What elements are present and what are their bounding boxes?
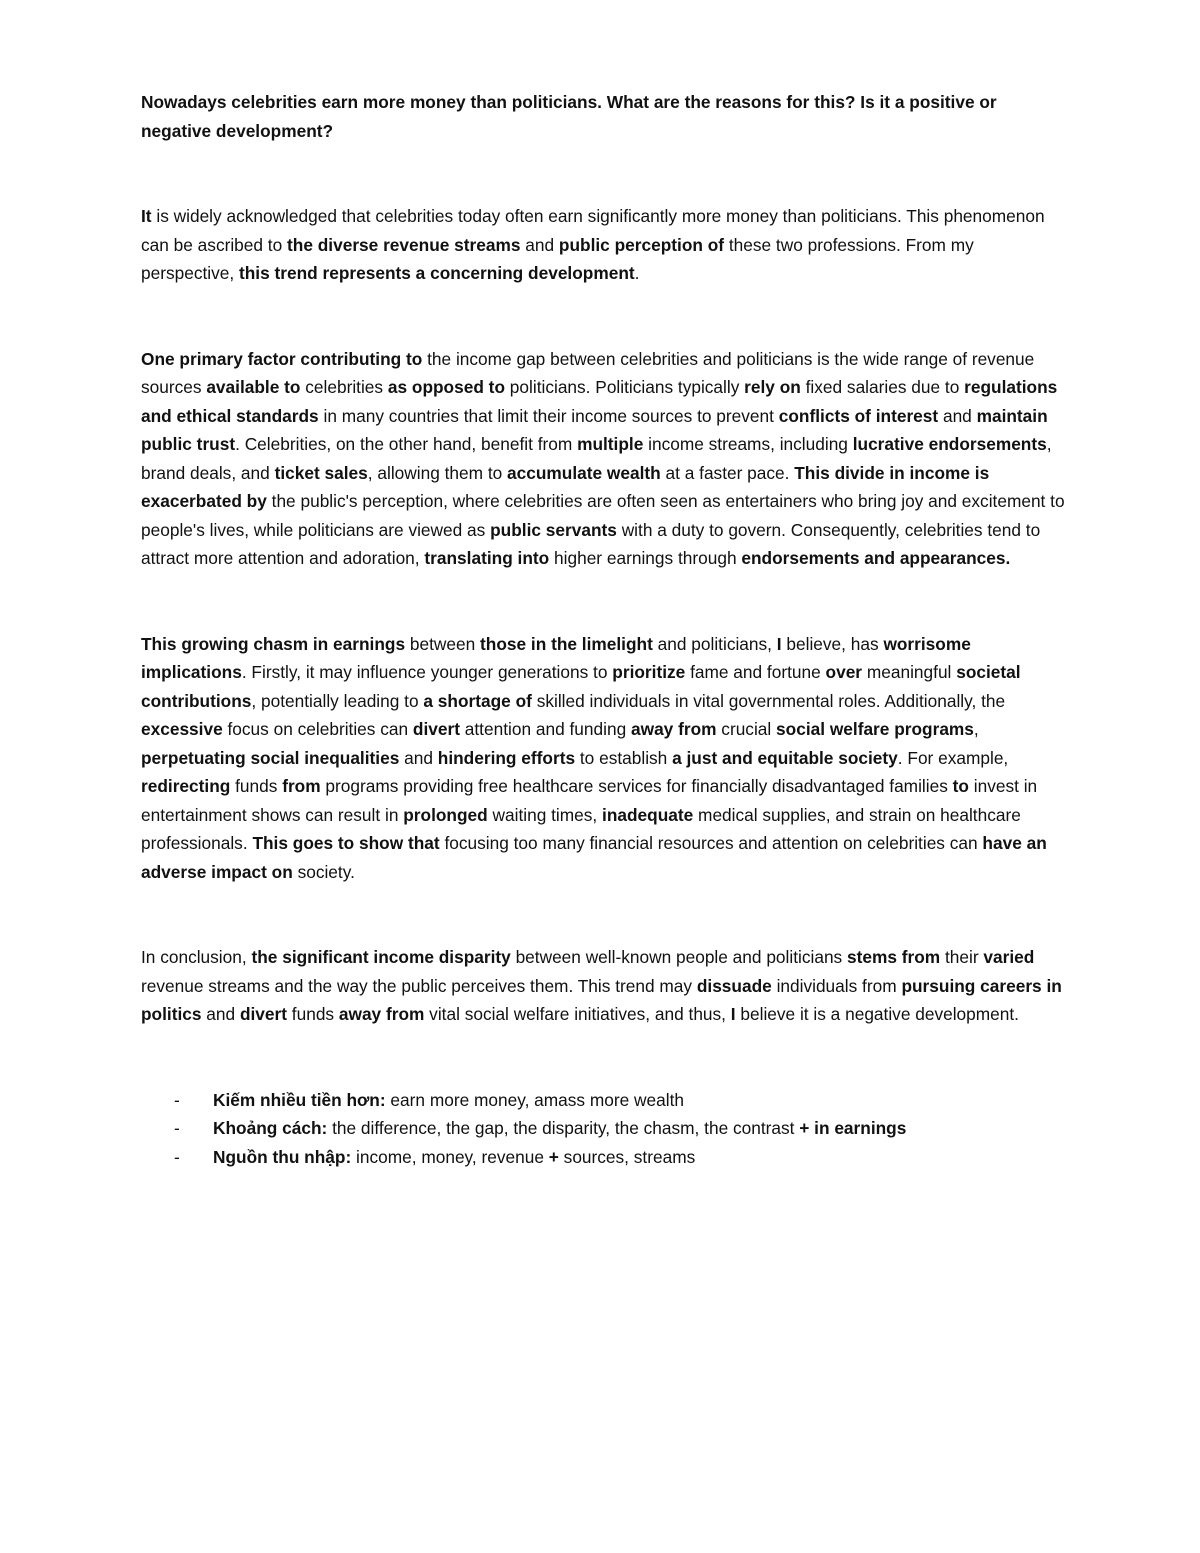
bold-phrase: a shortage of <box>423 690 532 711</box>
bold-phrase: multiple <box>577 434 644 454</box>
text-run: the income gap between celebrities and politicians is the wide range of revenue sources <box>141 348 1035 397</box>
text-run: medical supplies, and strain on healthcare professionals. <box>141 804 1021 853</box>
text-run: the difference, the gap, the disparity, the chasm, the contrast <box>327 1118 800 1138</box>
text-run: focus on celebrities can <box>222 719 413 739</box>
bold-phrase: away from <box>338 1004 425 1024</box>
bold-phrase: perpetuating social inequalities <box>141 747 400 768</box>
text-run: the public's perception, where celebrities are often seen as entertainers who bring joy and excitement to people's lives, while politicians are viewed as <box>141 491 1065 540</box>
bold-phrase: I <box>730 1004 736 1024</box>
bold-phrase: One primary factor contributing to <box>141 348 423 369</box>
bold-phrase: dissuade <box>696 975 772 996</box>
bold-phrase: translating into <box>424 548 550 568</box>
text-run: income, money, revenue <box>351 1146 549 1167</box>
bold-phrase: to <box>952 776 969 796</box>
bold-phrase: worrisome implications <box>141 633 971 682</box>
bold-phrase: the diverse revenue streams <box>287 234 521 255</box>
bold-phrase: the significant income disparity <box>251 947 511 967</box>
bold-phrase: conflicts of interest <box>778 405 939 426</box>
text-run: . <box>634 263 640 283</box>
text-run: , <box>973 719 979 739</box>
text-run: these two professions. From my perspective, <box>141 234 974 283</box>
text-run: earn more money, amass more wealth <box>385 1089 685 1110</box>
text-run: to establish <box>575 747 673 768</box>
bold-phrase: rely on <box>744 377 801 397</box>
bold-phrase: over <box>825 662 863 682</box>
vocab-text <box>213 1090 684 1110</box>
document-page <box>141 88 1066 1171</box>
text-run: individuals from <box>771 975 902 996</box>
bold-phrase: divert <box>412 719 460 739</box>
bold-phrase: This goes to show that <box>252 833 440 853</box>
bold-phrase: divert <box>239 1004 287 1024</box>
text-run: sources, streams <box>558 1146 696 1167</box>
bold-phrase: available to <box>206 377 301 397</box>
text-run: . Celebrities, on the other hand, benefit from <box>235 434 578 454</box>
bold-phrase: prioritize <box>612 662 686 682</box>
text-run: In conclusion, <box>141 947 252 967</box>
bold-phrase: public perception of <box>558 234 725 255</box>
dash-bullet: - <box>174 1118 180 1138</box>
text-run: , brand deals, and <box>141 434 1052 483</box>
text-run: between well-known people and politicians <box>510 947 847 967</box>
text-run: politicians. Politicians typically <box>505 377 745 397</box>
text-run: . Firstly, it may influence younger generations to <box>241 662 613 682</box>
text-run: fixed salaries due to <box>800 377 965 397</box>
text-run: and politicians, <box>652 633 777 654</box>
bold-phrase: accumulate wealth <box>507 462 661 483</box>
text-run: believe it is a negative development. <box>735 1004 1019 1024</box>
text-run: skilled individuals in vital governmental roles. Additionally, the <box>531 690 1006 711</box>
bold-phrase: redirecting <box>141 776 231 796</box>
vocabulary-list <box>141 1086 1066 1172</box>
bold-phrase: as opposed to <box>387 377 505 397</box>
text-run: is widely acknowledged that celebrities today often earn significantly more money than politicians. This phenomenon can be ascribed to <box>141 206 1045 255</box>
text-run: , potentially leading to <box>251 690 424 711</box>
text-run: in many countries that limit their income sources to prevent <box>318 405 779 426</box>
text-run: revenue streams and the way the public perceives them. This trend may <box>141 975 697 996</box>
bold-phrase: away from <box>631 719 717 739</box>
bold-phrase: those in the limelight <box>480 633 653 654</box>
conclusion-paragraph <box>141 943 1066 1029</box>
bold-phrase: from <box>282 776 321 796</box>
spacer <box>141 1029 1066 1086</box>
bold-phrase: maintain public trust <box>141 405 1048 454</box>
body-paragraph-2 <box>141 630 1066 887</box>
bold-phrase: I <box>776 633 782 654</box>
bold-phrase: public servants <box>490 519 617 540</box>
bold-phrase: stems from <box>847 947 941 967</box>
text-run: their <box>940 947 984 967</box>
vocab-text <box>213 1147 695 1167</box>
bold-phrase: a just and equitable society <box>672 747 898 768</box>
vocab-item <box>141 1086 1066 1115</box>
text-run: income streams, including <box>643 434 853 454</box>
vocab-text <box>213 1118 906 1138</box>
text-run: and <box>520 234 559 255</box>
text-run: . For example, <box>897 747 1009 768</box>
text-run: celebrities <box>300 377 388 397</box>
bold-phrase: This divide in income is exacerbated by <box>141 462 990 511</box>
bold-phrase: excessive <box>141 719 223 739</box>
text-run: society. <box>292 861 355 882</box>
text-run: fame and fortune <box>685 662 826 682</box>
bold-phrase: This growing chasm in earnings <box>141 633 406 654</box>
spacer <box>141 573 1066 630</box>
bold-phrase: inadequate <box>602 804 694 825</box>
text-run: higher earnings through <box>549 548 742 568</box>
bold-phrase: + in earnings <box>799 1118 907 1138</box>
dash-bullet: - <box>174 1146 180 1167</box>
text-run: between <box>405 633 481 654</box>
bold-phrase: hindering efforts <box>437 747 576 768</box>
vocab-item <box>141 1114 1066 1143</box>
bold-phrase: ticket sales <box>274 462 368 483</box>
text-run: focusing too many financial resources and attention on celebrities can <box>439 833 983 853</box>
text-run: programs providing free healthcare services for financially disadvantaged families <box>320 776 953 796</box>
bold-phrase: prolonged <box>403 804 488 825</box>
bold-phrase: Khoảng cách: <box>213 1118 328 1138</box>
text-run: believe, has <box>781 633 884 654</box>
bold-phrase: + <box>548 1146 559 1167</box>
text-run: vital social welfare initiatives, and thus, <box>424 1004 731 1024</box>
body-paragraph-1 <box>141 345 1066 573</box>
spacer <box>141 145 1066 202</box>
bold-phrase: Kiếm nhiều tiền hơn: <box>213 1089 386 1110</box>
text-run: and <box>201 1004 240 1024</box>
intro-paragraph <box>141 202 1066 288</box>
bold-phrase: societal contributions <box>141 662 1021 711</box>
text-run: meaningful <box>862 662 957 682</box>
bold-phrase: varied <box>983 947 1035 967</box>
text-run: funds <box>230 776 283 796</box>
text-run: , allowing them to <box>367 462 508 483</box>
text-run: waiting times, <box>487 804 603 825</box>
text-run: with a duty to govern. Consequently, celebrities tend to attract more attention and adoration, <box>141 519 1041 568</box>
text-run: funds <box>287 1004 339 1024</box>
bold-phrase: endorsements and appearances. <box>741 548 1011 568</box>
bold-phrase: this trend represents a concerning development <box>238 263 635 283</box>
text-run: invest in entertainment shows can result in <box>141 776 1038 825</box>
bold-phrase: Nguồn thu nhập: <box>213 1146 352 1167</box>
bold-phrase: regulations and ethical standards <box>141 377 1058 426</box>
text-run: crucial <box>716 719 777 739</box>
text-run: and <box>938 405 977 426</box>
vocab-item <box>141 1143 1066 1172</box>
bold-phrase: It <box>141 206 152 226</box>
essay-question: Nowadays celebrities earn more money than politicians. What are the reasons for this? Is it a positive or negative development? <box>141 92 997 141</box>
spacer <box>141 886 1066 943</box>
text-run: at a faster pace. <box>660 462 795 483</box>
bold-phrase: social welfare programs <box>776 719 974 739</box>
bold-phrase: pursuing careers in politics <box>141 975 1062 1024</box>
bold-phrase: have an adverse impact on <box>141 833 1047 882</box>
dash-bullet: - <box>174 1089 180 1110</box>
text-run: attention and funding <box>459 719 632 739</box>
spacer <box>141 288 1066 345</box>
text-run: and <box>399 747 438 768</box>
bold-phrase: lucrative endorsements <box>852 434 1047 454</box>
